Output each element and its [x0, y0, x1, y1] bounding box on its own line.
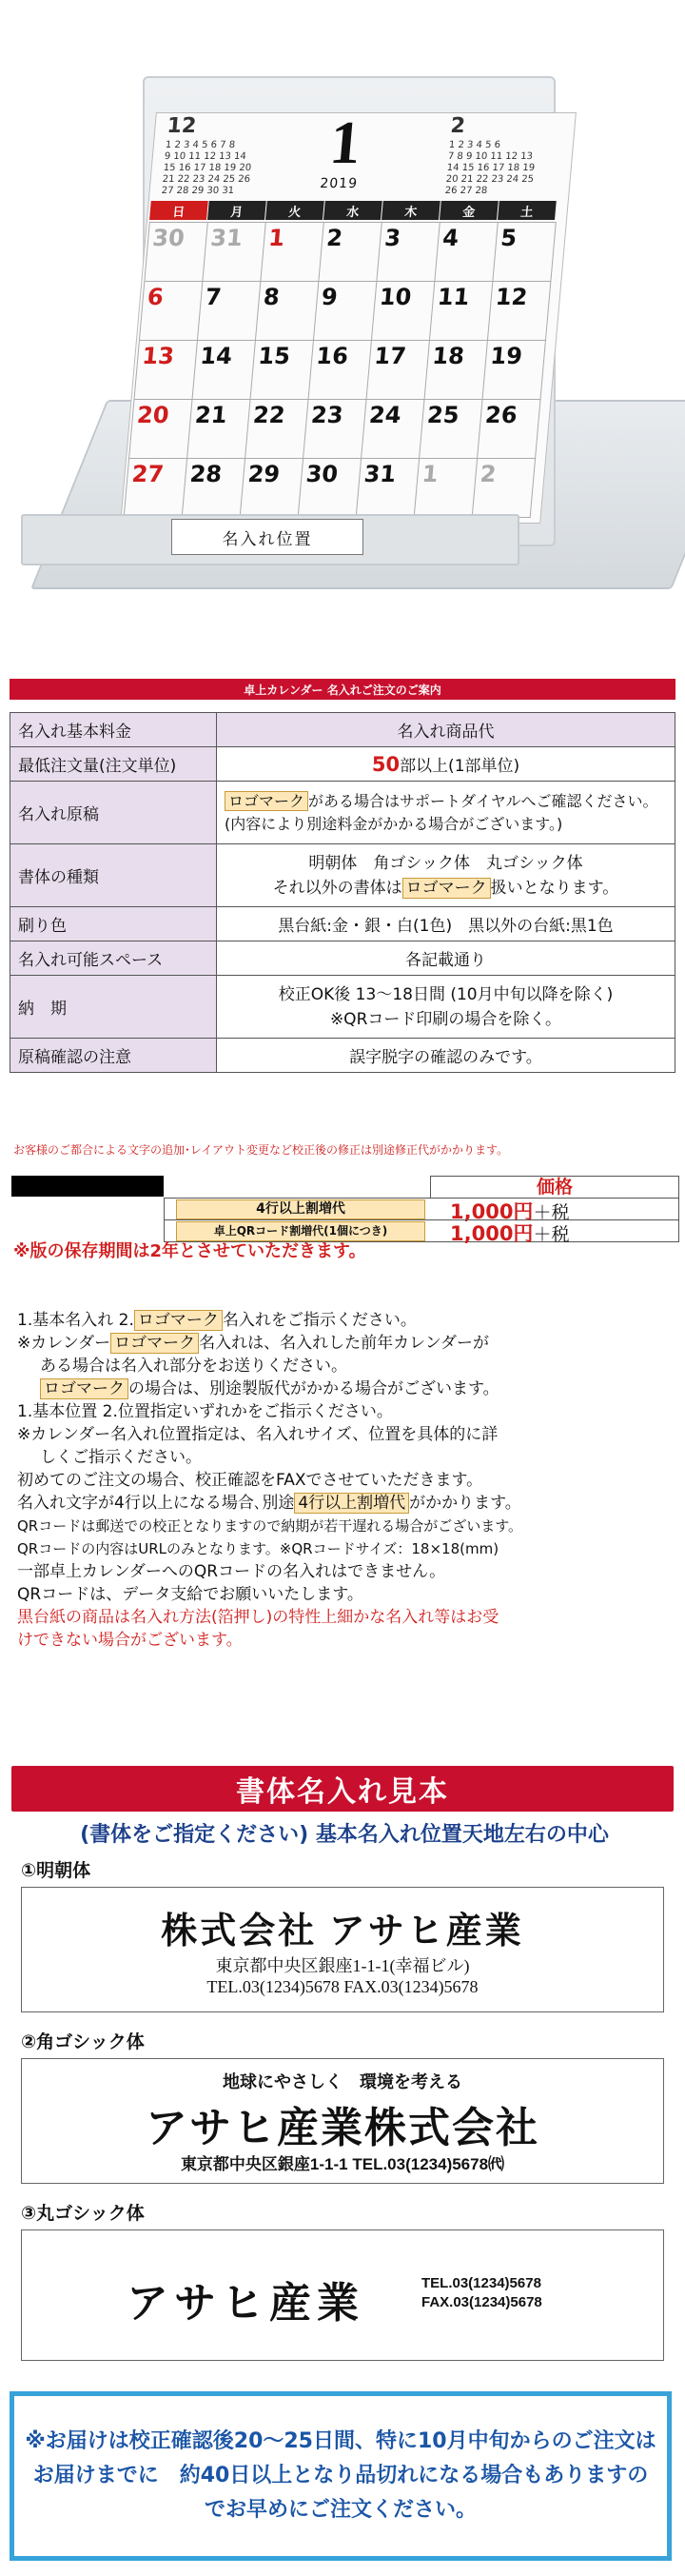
- tax-text: ＋税: [533, 1202, 570, 1223]
- price-row: [164, 1198, 679, 1223]
- typeface-other: [225, 876, 667, 901]
- weekday-tue: 火: [265, 201, 324, 220]
- date-cell: 9: [314, 282, 377, 341]
- note-line: 1.基本名入れ 2.: [17, 1311, 134, 1330]
- note-line: がかかります。: [409, 1494, 521, 1513]
- value-typeface: [217, 844, 675, 907]
- year: 2019: [319, 176, 359, 191]
- note-line: 一部卓上カレンダーへのQRコードの名入れはできません。: [17, 1562, 446, 1581]
- date-cell: 13: [134, 341, 197, 400]
- tax-text: ＋税: [533, 1224, 570, 1245]
- label-min-order: 最低注文量(注文単位): [10, 747, 217, 782]
- month-number: 1: [327, 109, 364, 176]
- value-delivery: [217, 976, 675, 1039]
- date-cell: 28: [183, 459, 245, 518]
- kaku-sample: [21, 2058, 664, 2184]
- date-cell: 7: [198, 282, 261, 341]
- maru-label: ③丸ゴシック体: [21, 2203, 145, 2224]
- mincho-company: 株式会社 アサヒ産業: [161, 1912, 524, 1952]
- date-cell: 8: [256, 282, 319, 341]
- logo-mark-tag: ロゴマーク: [40, 1378, 128, 1399]
- logo-mark-tag: ロゴマーク: [402, 878, 491, 899]
- date-cell: 19: [482, 341, 545, 400]
- note-line: 初めてのご注文の場合、校正確認をFAXでさせていただきます。: [17, 1471, 483, 1490]
- logo-mark-tag: ロゴマーク: [110, 1333, 199, 1354]
- typeface-list: 明朝体 角ゴシック体 丸ゴシック体: [308, 853, 583, 873]
- date-cell: 21: [187, 400, 250, 459]
- note-line: ある場合は名入れ部分をお送りください。: [40, 1357, 347, 1376]
- date-cell: 5: [493, 223, 556, 282]
- date-cell: 29: [241, 459, 303, 518]
- notes: [17, 1309, 674, 1652]
- kaku-label: ②角ゴシック体: [21, 2031, 145, 2052]
- date-cell: 2: [473, 459, 536, 518]
- samples-banner: 書体名入れ見本: [11, 1766, 674, 1812]
- mincho-address: 東京都中央区銀座1-1-1(幸福ビル): [215, 1956, 470, 1975]
- kaku-address: 東京都中央区銀座1-1-1 TEL.03(1234)5678㈹: [180, 2155, 505, 2173]
- date-cell: 31: [203, 223, 265, 282]
- maru-contact: [421, 2274, 542, 2312]
- section-title: 卓上カレンダー 名入れご注文のご案内: [10, 679, 675, 700]
- price-row-label: 卓上QRコード割増代(1個につき): [176, 1221, 425, 1241]
- black-header-block: [11, 1176, 164, 1197]
- date-cell: 26: [478, 400, 540, 459]
- warning-line: お客様のご都合による文字の追加･レイアウト変更など校正後の修正は別途修正代がかかります。: [13, 1143, 509, 1157]
- label-base-fee: 名入れ基本料金: [10, 713, 217, 747]
- date-cell: 15: [250, 341, 313, 400]
- date-cell: 1: [415, 459, 478, 518]
- date-cell: 23: [303, 400, 366, 459]
- min-order-unit: 部以上(1部単位): [400, 757, 520, 776]
- maru-company: アサヒ産業: [127, 2280, 364, 2327]
- date-cell: 14: [192, 341, 255, 400]
- draft-text: がある場合はサポートダイヤルへご確認ください。(内容により別途料金がかかる場合がございます。): [225, 791, 658, 833]
- weekday-mon: 月: [207, 201, 266, 220]
- delivery-line2: ※QRコード印刷の場合を除く。: [329, 1009, 562, 1029]
- maru-sample: [21, 2229, 664, 2361]
- calendar-card: [120, 109, 577, 524]
- date-grid: [124, 222, 557, 518]
- date-cell: 30: [299, 459, 362, 518]
- date-cell: 24: [362, 400, 424, 459]
- date-cell: 2: [319, 223, 382, 282]
- price-row-label: 4行以上割増代: [176, 1199, 425, 1219]
- spec-table: [10, 712, 675, 1073]
- logo-mark-tag: ロゴマーク: [225, 791, 308, 811]
- value-color: 黒台紙:金・銀・白(1色) 黒以外の台紙:黒1色: [217, 907, 675, 941]
- next-month-mini: 2 1 2 3 4 5 6 7 8 9 10 11 12 13 14 15 16 17 18 19 20 21 22 23 24 25 26 27 28: [444, 114, 536, 196]
- date-cell: 20: [129, 400, 192, 459]
- kaku-company: アサヒ産業株式会社: [146, 2105, 539, 2151]
- mincho-label: ①明朝体: [21, 1860, 91, 1881]
- weekday-sat: 土: [498, 201, 557, 220]
- label-space: 名入れ可能スペース: [10, 941, 217, 976]
- label-typeface: 書体の種類: [10, 844, 217, 907]
- note-line-warning: けできない場合がございます。: [17, 1631, 243, 1650]
- note-line: しくご指示ください。: [40, 1448, 202, 1467]
- note-line: QRコードの内容はURLのみとなります。※QRコードサイズ：18×18(mm): [17, 1540, 499, 1557]
- label-proof: 原稿確認の注意: [10, 1039, 217, 1073]
- typeface-other-b: 扱いとなります。: [490, 878, 619, 898]
- retention-note: ※版の保存期間は2年とさせていただきます。: [13, 1241, 366, 1261]
- date-cell: 31: [357, 459, 420, 518]
- label-draft: 名入れ原稿: [10, 782, 217, 844]
- delivery-line1: 校正OK後 13～18日間 (10月中旬以降を除く): [278, 984, 614, 1004]
- product-photo: [0, 0, 685, 628]
- maru-fax: FAX.03(1234)5678: [421, 2294, 542, 2310]
- value-space: 各記載通り: [217, 941, 675, 976]
- date-cell: 18: [424, 341, 487, 400]
- note-line: QRコードは、データ支給でお願いいたします。: [17, 1585, 363, 1604]
- date-cell: 12: [488, 282, 551, 341]
- note-line: の場合は、別途製版代がかかる場合がございます。: [128, 1379, 499, 1398]
- price-header: 価格: [430, 1176, 679, 1199]
- delivery-notice-text: ※お届けは校正確認後20～25日間、特に10月中旬からのご注文はお届けまでに 約40日以上となり品切れになる場合もありますのでお早めにご注文ください。: [25, 2429, 656, 2522]
- mincho-tel: TEL.03(1234)5678 FAX.03(1234)5678: [206, 1977, 479, 1996]
- delivery-notice-box: [10, 2391, 672, 2561]
- date-cell: 3: [377, 223, 440, 282]
- date-cell: 4: [435, 223, 498, 282]
- logo-mark-tag: ロゴマーク: [134, 1310, 223, 1331]
- weekday-fri: 金: [440, 201, 499, 220]
- typeface-other-a: それ以外の書体は: [272, 878, 402, 898]
- date-cell: 25: [420, 400, 482, 459]
- date-cell: 27: [125, 459, 187, 518]
- min-order-number: 50: [371, 753, 401, 776]
- weekday-sun: 日: [149, 201, 208, 220]
- prev-month-mini: 12 1 2 3 4 5 6 7 8 9 10 11 12 13 14 15 16 17 18 19 20 21 22 23 24 25 26 27 28 29 30 31: [161, 114, 252, 196]
- date-cell: 11: [430, 282, 493, 341]
- note-line: QRコードは郵送での校正となりますので納期が若干遅れる場合がございます。: [17, 1517, 523, 1535]
- mincho-sample: [21, 1887, 664, 2012]
- note-line-warning: 黒台紙の商品は名入れ方法(箔押し)の特性上細かな名入れ等はお受: [17, 1608, 499, 1627]
- date-cell: 16: [308, 341, 371, 400]
- note-line: 名入れ文字が4行以上になる場合､別途: [17, 1494, 295, 1513]
- note-line: ※カレンダー: [17, 1334, 111, 1353]
- value-min-order: [217, 747, 675, 782]
- note-line: 1.基本位置 2.位置指定いずれかをご指示ください。: [17, 1402, 393, 1421]
- maru-tel: TEL.03(1234)5678: [421, 2275, 541, 2291]
- date-cell: 6: [140, 282, 203, 341]
- date-cell: 1: [261, 223, 323, 282]
- value-draft: [217, 782, 675, 844]
- value-proof: 誤字脱字の確認のみです。: [217, 1039, 675, 1073]
- label-product-fee: 名入れ商品代: [217, 713, 675, 747]
- price-row-amount: [450, 1219, 569, 1247]
- nameplate: 名入れ位置: [171, 519, 363, 555]
- amount-text: 1,000円: [450, 1200, 534, 1223]
- samples-subtitle: (書体をご指定ください) 基本名入れ位置天地左右の中心: [80, 1823, 609, 1847]
- amount-text: 1,000円: [450, 1222, 534, 1245]
- label-delivery: 納 期: [10, 976, 217, 1039]
- date-cell: 10: [372, 282, 435, 341]
- note-line: ※カレンダー名入れ位置指定は、名入れサイズ、位置を具体的に詳: [17, 1425, 499, 1444]
- label-color: 刷り色: [10, 907, 217, 941]
- weekday-thu: 木: [382, 201, 440, 220]
- kaku-tagline: 地球にやさしく 環境を考える: [223, 2072, 462, 2091]
- note-line: 名入れをご指示ください。: [222, 1311, 417, 1330]
- note-line: 名入れは、名入れした前年カレンダーが: [199, 1334, 490, 1353]
- date-cell: 22: [245, 400, 308, 459]
- date-cell: 17: [366, 341, 429, 400]
- date-cell: 30: [145, 223, 207, 282]
- weekday-wed: 水: [323, 201, 382, 220]
- weekday-row: [149, 201, 558, 220]
- surcharge-tag: 4行以上割増代: [294, 1493, 409, 1514]
